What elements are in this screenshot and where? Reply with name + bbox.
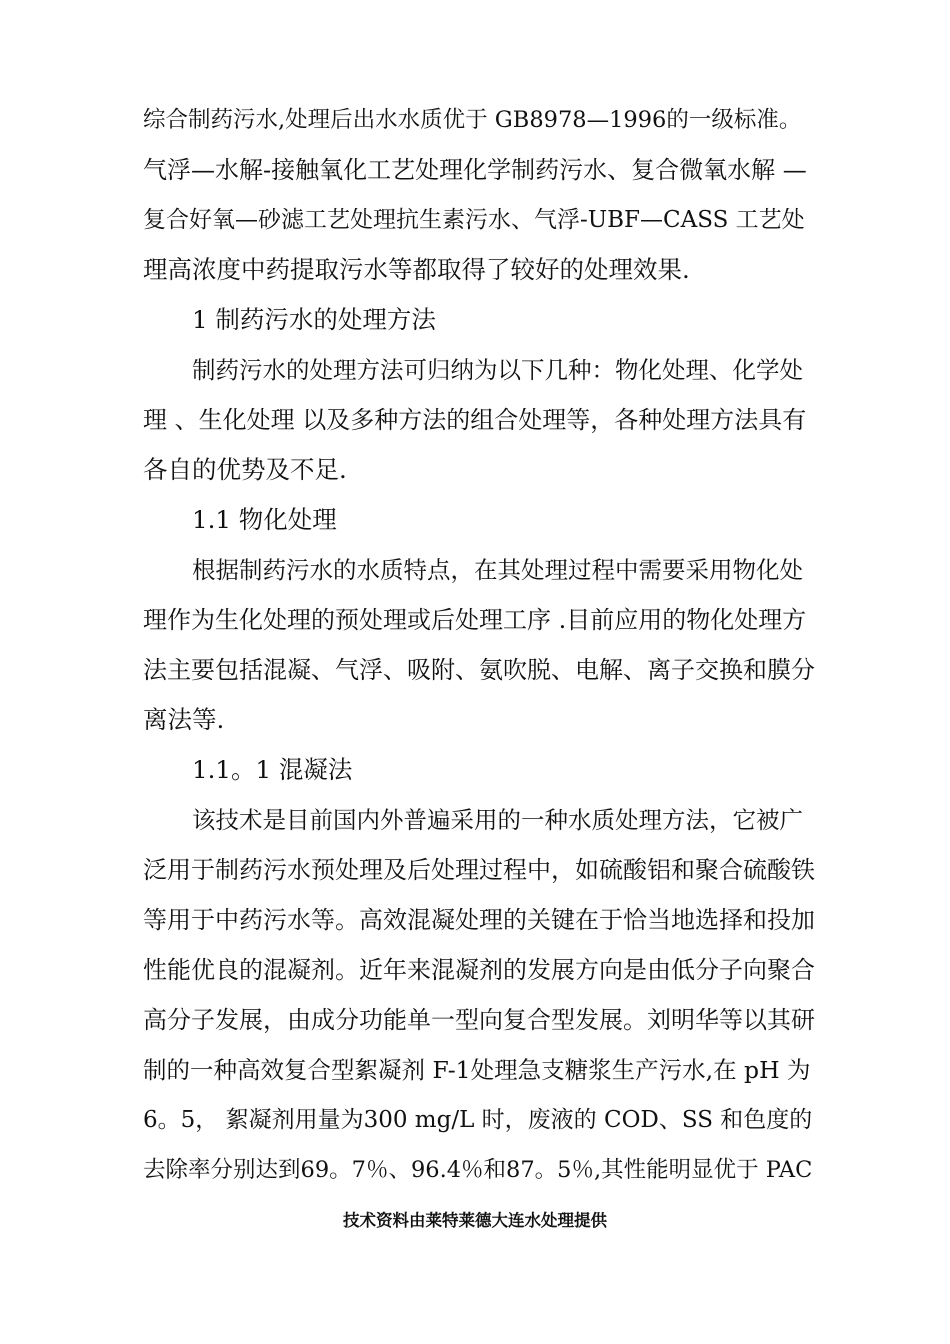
text-line: 法主要包括混凝、气浮、吸附、氨吹脱、电解、离子交换和膜分 — [143, 656, 815, 684]
text-line: 气浮—水解-接触氧化工艺处理化学制药污水、复合微氧水解 — — [143, 156, 807, 184]
page-footer: 技术资料由莱特莱德大连水处理提供 — [343, 1211, 607, 1230]
section-heading: 1.1。1 混凝法 — [192, 755, 353, 784]
section-heading: 1.1 物化处理 — [192, 505, 337, 534]
text-line: 理作为生化处理的预处理或后处理工序 .目前应用的物化处理方 — [143, 606, 807, 634]
text-line: 高分子发展，由成分功能单一型向复合型发展。刘明华等以其研 — [143, 1006, 815, 1034]
text-line: 各自的优势及不足. — [143, 455, 347, 484]
text-line: 理高浓度中药提取污水等都取得了较好的处理效果. — [143, 255, 690, 284]
text-line: 理 、生化处理 以及多种方法的组合处理等，各种处理方法具有 — [143, 406, 807, 434]
section-heading: 1 制药污水的处理方法 — [192, 305, 436, 334]
text-line: 制的一种高效复合型絮凝剂 F-1处理急支糖浆生产污水,在 pH 为 — [143, 1056, 811, 1084]
text-line: 制药污水的处理方法可归纳为以下几种：物化处理、化学处 — [192, 356, 803, 384]
text-line: 该技术是目前国内外普遍采用的一种水质处理方法，它被广 — [192, 806, 803, 834]
text-line: 复合好氧—砂滤工艺处理抗生素污水、气浮-UBF—CASS 工艺处 — [143, 207, 805, 233]
text-line: 泛用于制药污水预处理及后处理过程中，如硫酸铝和聚合硫酸铁 — [143, 856, 815, 884]
text-line: 综合制药污水,处理后出水水质优于 GB8978—1996的一级标准。 — [143, 107, 802, 133]
text-line: 去除率分别达到69。7％、96.4％和87。5％,其性能明显优于 PAC — [143, 1157, 813, 1183]
text-line: 6。5， 絮凝剂用量为300 mg/L 时，废液的 COD、SS 和色度的 — [143, 1107, 813, 1133]
text-line: 等用于中药污水等。高效混凝处理的关键在于恰当地选择和投加 — [143, 906, 815, 934]
text-line: 离法等. — [143, 705, 225, 734]
text-line: 性能优良的混凝剂。近年来混凝剂的发展方向是由低分子向聚合 — [143, 956, 815, 984]
text-line: 根据制药污水的水质特点，在其处理过程中需要采用物化处 — [192, 556, 803, 584]
